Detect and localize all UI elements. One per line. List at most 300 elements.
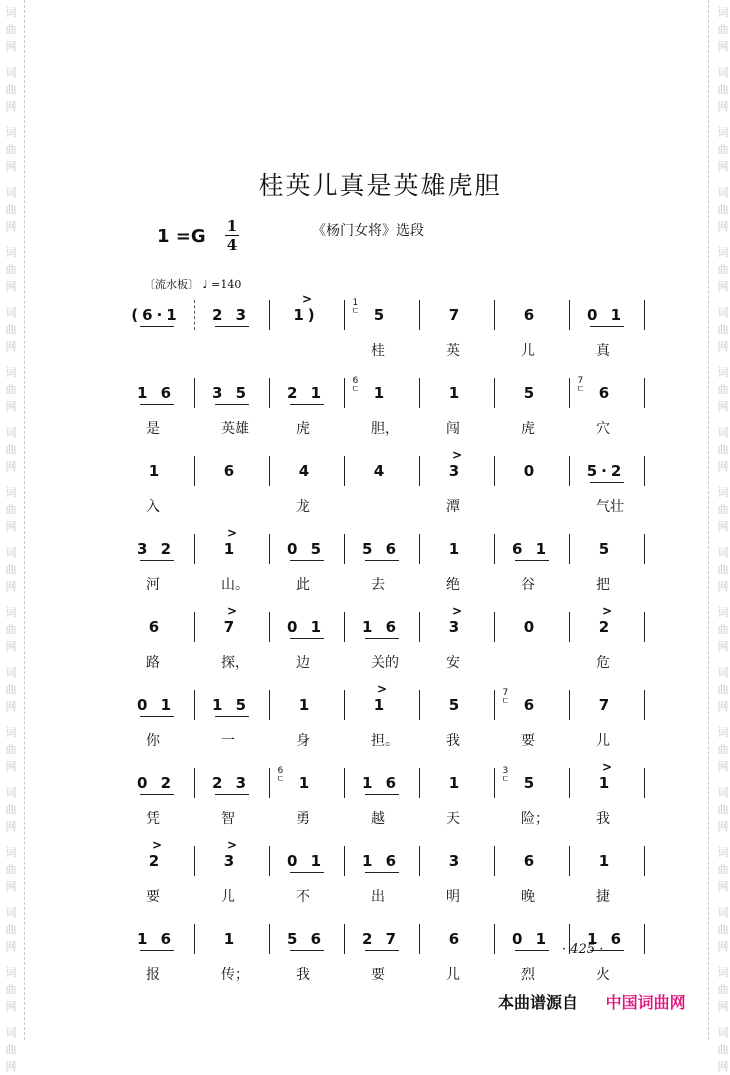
lyric: 关的 — [371, 655, 399, 671]
watermark-char: 曲 — [717, 503, 729, 516]
score-row — [120, 760, 640, 834]
lyric: 捷 — [596, 889, 610, 905]
watermark-group — [3, 844, 19, 895]
watermark-char: 网 — [5, 700, 17, 713]
measure-notes: 0 — [523, 462, 539, 480]
watermark-char: 曲 — [5, 323, 17, 336]
watermark-char: 曲 — [717, 23, 729, 36]
measure — [345, 374, 417, 437]
barline — [644, 924, 645, 954]
measure-notes: 6 1 — [511, 540, 551, 558]
watermark-char: 词 — [5, 486, 17, 499]
measure — [120, 374, 192, 437]
eighth-underline — [290, 404, 324, 405]
measure — [345, 682, 417, 749]
watermark-char: 网 — [717, 340, 729, 353]
measure — [345, 764, 417, 827]
measure-notes: 5 — [373, 306, 389, 324]
grace-note-value: 7 — [502, 688, 509, 698]
lyric: 绝 — [446, 577, 460, 593]
lyric: 穴 — [596, 421, 610, 437]
watermark-char: 曲 — [717, 623, 729, 636]
grace-note-value: 7 — [577, 376, 584, 386]
lyric: 火 — [596, 967, 610, 983]
lyric: 要 — [371, 967, 385, 983]
lyric: 报 — [146, 967, 160, 983]
watermark-char: 网 — [5, 100, 17, 113]
measure — [270, 764, 342, 827]
measure — [570, 530, 642, 593]
measure-notes: 6 — [598, 384, 614, 402]
watermark-char: 网 — [5, 220, 17, 233]
lyric: 路 — [146, 655, 160, 671]
lyric: 儿 — [596, 733, 610, 749]
watermark-char: 词 — [717, 966, 729, 979]
watermark-char: 网 — [717, 460, 729, 473]
lyric: 桂 — [371, 343, 385, 359]
measure-notes: 0 1 — [286, 618, 326, 636]
watermark-group — [715, 664, 730, 715]
measure-notes: 6 — [523, 306, 539, 324]
lyric: 英 — [446, 343, 460, 359]
watermark-char: 词 — [717, 906, 729, 919]
eighth-underline — [290, 872, 324, 873]
lyric: 潭 — [446, 499, 460, 515]
watermark-char: 词 — [717, 6, 729, 19]
measure-notes: 1 — [373, 696, 389, 714]
measure — [570, 452, 642, 515]
eighth-underline — [140, 950, 174, 951]
lyric: 担。 — [371, 733, 399, 749]
eighth-underline — [590, 326, 624, 327]
watermark-char: 网 — [5, 640, 17, 653]
measure-notes: 7 — [223, 618, 239, 636]
grace-note: 7 ㄷ — [501, 688, 510, 707]
measure — [570, 604, 642, 671]
grace-note-value: 3 — [502, 766, 509, 776]
barline — [644, 300, 645, 330]
watermark-char: 网 — [5, 40, 17, 53]
measure — [420, 686, 492, 749]
watermark-group — [3, 544, 19, 595]
watermark-char: 网 — [5, 1060, 17, 1073]
watermark-group — [3, 964, 19, 1015]
watermark-char: 词 — [5, 306, 17, 319]
time-signature-denominator: 4 — [226, 236, 238, 254]
key-signature: 1 =G — [157, 226, 206, 247]
watermark-char: 网 — [5, 400, 17, 413]
accent-mark-icon: > — [227, 526, 238, 540]
measure-notes: 2 3 — [211, 306, 251, 324]
score-row — [120, 604, 640, 678]
lyric: 安 — [446, 655, 460, 671]
measure-notes: 2 — [598, 618, 614, 636]
watermark-char: 网 — [717, 100, 729, 113]
watermark-group — [715, 4, 730, 55]
eighth-underline — [290, 950, 324, 951]
measure — [345, 608, 417, 671]
watermark-char: 词 — [5, 906, 17, 919]
watermark-group — [715, 64, 730, 115]
lyric: 凭 — [146, 811, 160, 827]
watermark-char: 曲 — [717, 683, 729, 696]
measure — [345, 452, 417, 496]
measure-notes: 2 1 — [286, 384, 326, 402]
watermark-char: 词 — [5, 606, 17, 619]
measure-notes: 2 — [148, 852, 164, 870]
watermark-char: 网 — [717, 880, 729, 893]
lyric: 勇 — [296, 811, 310, 827]
measure-notes: 1 — [223, 930, 239, 948]
measure — [120, 686, 192, 749]
measure-notes: 1 6 — [586, 930, 626, 948]
measure — [345, 296, 417, 359]
watermark-char: 网 — [5, 1000, 17, 1013]
lyric: 你 — [146, 733, 160, 749]
measure-notes: 1 — [448, 540, 464, 558]
accent-mark-icon: > — [377, 682, 388, 696]
watermark-group — [715, 724, 730, 775]
lyric: 是 — [146, 421, 160, 437]
watermark-char: 网 — [5, 340, 17, 353]
watermark-char: 曲 — [717, 983, 729, 996]
watermark-group — [3, 364, 19, 415]
measure — [120, 920, 192, 983]
lyric: 不 — [296, 889, 310, 905]
measure-notes: 5 — [448, 696, 464, 714]
measure-notes: 2 3 — [211, 774, 251, 792]
watermark-char: 曲 — [717, 83, 729, 96]
time-signature — [225, 218, 239, 253]
watermark-char: 词 — [5, 6, 17, 19]
watermark-group — [715, 604, 730, 655]
source-brand-link[interactable]: 中国词曲网 — [605, 993, 686, 1012]
lyric: 此 — [296, 577, 310, 593]
measure — [195, 686, 267, 749]
watermark-char: 词 — [717, 66, 729, 79]
lyric: 胆， — [371, 421, 399, 437]
watermark-char: 词 — [5, 1026, 17, 1039]
watermark-char: 网 — [5, 160, 17, 173]
measure — [420, 920, 492, 983]
watermark-char: 网 — [717, 640, 729, 653]
measure — [495, 608, 567, 652]
measure-notes: 5 — [598, 540, 614, 558]
watermark-char: 网 — [5, 580, 17, 593]
measure-notes: 5 6 — [286, 930, 326, 948]
eighth-underline — [365, 794, 399, 795]
eighth-underline — [215, 326, 249, 327]
measure-notes: 5 — [523, 384, 539, 402]
measure — [270, 292, 342, 340]
watermark-char: 曲 — [5, 1043, 17, 1056]
eighth-underline — [140, 560, 174, 561]
measure — [270, 452, 342, 515]
watermark-char: 曲 — [717, 923, 729, 936]
source-credit — [498, 990, 686, 1013]
lyric: 传； — [221, 967, 249, 983]
measure — [270, 608, 342, 671]
lyric: 去 — [371, 577, 385, 593]
measure-notes: 7 — [448, 306, 464, 324]
measure — [495, 374, 567, 437]
measure — [270, 374, 342, 437]
lyric: 儿 — [521, 343, 535, 359]
eighth-underline — [290, 638, 324, 639]
accent-mark-icon: > — [452, 604, 463, 618]
score-row — [120, 838, 640, 912]
lyric: 虎 — [296, 421, 310, 437]
measure-notes: 1 — [148, 462, 164, 480]
watermark-char: 网 — [5, 520, 17, 533]
watermark-char: 网 — [717, 1000, 729, 1013]
watermark-char: 词 — [717, 246, 729, 259]
watermark-group — [3, 1024, 19, 1075]
watermark-char: 词 — [5, 186, 17, 199]
lyric: 我 — [596, 811, 610, 827]
watermark-char: 网 — [717, 400, 729, 413]
watermark-char: 曲 — [5, 863, 17, 876]
grace-note: 1 ㄷ — [351, 298, 360, 317]
watermark-group — [3, 604, 19, 655]
barline — [644, 846, 645, 876]
measure-notes: 1 — [598, 774, 614, 792]
accent-mark-icon: > — [227, 604, 238, 618]
tempo-marking: 〔流水板〕 ♩ =140 — [144, 278, 242, 291]
measure — [420, 604, 492, 671]
watermark-char: 词 — [717, 726, 729, 739]
measure-notes: 1 6 — [136, 384, 176, 402]
watermark-char: 网 — [717, 820, 729, 833]
measure — [270, 920, 342, 983]
measure — [420, 296, 492, 359]
measure-notes: 1 — [598, 852, 614, 870]
watermark-group — [715, 424, 730, 475]
watermark-char: 网 — [5, 880, 17, 893]
accent-mark-icon: > — [227, 838, 238, 852]
accent-mark-icon: > — [152, 838, 163, 852]
measure-notes: 6 — [523, 852, 539, 870]
lyric: 我 — [296, 967, 310, 983]
watermark-char: 词 — [717, 846, 729, 859]
grace-note-value: 6 — [277, 766, 284, 776]
measure — [495, 530, 567, 593]
watermark-char: 曲 — [5, 983, 17, 996]
watermark-char: 网 — [5, 460, 17, 473]
grace-note: 3 ㄷ — [501, 766, 510, 785]
watermark-char: 词 — [717, 666, 729, 679]
watermark-char: 曲 — [717, 443, 729, 456]
measure — [120, 530, 192, 593]
measure — [120, 296, 192, 340]
barline — [644, 612, 645, 642]
lyric: 天 — [446, 811, 460, 827]
watermark-char: 网 — [717, 760, 729, 773]
measure — [120, 838, 192, 905]
barline — [644, 456, 645, 486]
watermark-char: 网 — [5, 940, 17, 953]
measure-notes: 1 6 — [361, 774, 401, 792]
accent-mark-icon: > — [302, 292, 313, 306]
measure-notes: 6 — [223, 462, 239, 480]
measure — [345, 530, 417, 593]
watermark-char: 网 — [717, 940, 729, 953]
measure — [195, 296, 267, 340]
eighth-underline — [140, 404, 174, 405]
measure-notes: 7 — [598, 696, 614, 714]
lyric: 要 — [521, 733, 535, 749]
eighth-underline — [140, 716, 174, 717]
watermark-group — [3, 664, 19, 715]
lyric: 探， — [221, 655, 249, 671]
eighth-underline — [290, 560, 324, 561]
measure — [270, 530, 342, 593]
measure-notes: 0 1 — [136, 696, 176, 714]
measure-notes: 1 5 — [211, 696, 251, 714]
score-row — [120, 448, 640, 522]
watermark-char: 曲 — [717, 263, 729, 276]
lyric: 身 — [296, 733, 310, 749]
lyric: 明 — [446, 889, 460, 905]
lyric: 要 — [146, 889, 160, 905]
measure — [345, 842, 417, 905]
lyric: 险； — [521, 811, 549, 827]
watermark-char: 曲 — [5, 503, 17, 516]
watermark-char: 曲 — [5, 143, 17, 156]
watermark-char: 词 — [717, 606, 729, 619]
measure-notes: 0 — [523, 618, 539, 636]
eighth-underline — [365, 950, 399, 951]
measure — [570, 686, 642, 749]
watermark-char: 词 — [5, 246, 17, 259]
watermark-char: 曲 — [5, 923, 17, 936]
measure — [195, 920, 267, 983]
watermark-group — [715, 844, 730, 895]
watermark-char: 曲 — [717, 863, 729, 876]
lyric: 烈 — [521, 967, 535, 983]
measure — [420, 842, 492, 905]
watermark-group — [3, 724, 19, 775]
watermark-char: 词 — [717, 486, 729, 499]
measure — [495, 920, 567, 983]
eighth-underline — [215, 794, 249, 795]
score-row — [120, 374, 640, 444]
measure-notes: 2 7 — [361, 930, 401, 948]
eighth-underline — [215, 716, 249, 717]
score-row — [120, 526, 640, 600]
watermark-char: 词 — [5, 426, 17, 439]
measure-notes: 1 — [223, 540, 239, 558]
watermark-column-left — [0, 0, 25, 1073]
watermark-char: 曲 — [717, 743, 729, 756]
eighth-underline — [365, 560, 399, 561]
lyric: 河 — [146, 577, 160, 593]
watermark-char: 词 — [5, 966, 17, 979]
measure-notes: 1 — [448, 774, 464, 792]
eighth-underline — [365, 872, 399, 873]
score — [120, 292, 640, 998]
measure — [495, 842, 567, 905]
watermark-char: 网 — [717, 40, 729, 53]
watermark-char: 曲 — [717, 383, 729, 396]
lyric: 虎 — [521, 421, 535, 437]
lyric: 越 — [371, 811, 385, 827]
measure — [420, 374, 492, 437]
measure-notes: 1) — [293, 306, 319, 324]
measure-notes: 5 — [523, 774, 539, 792]
watermark-group — [715, 304, 730, 355]
lyric: 山。 — [221, 577, 249, 593]
measure-notes: 3 — [448, 852, 464, 870]
watermark-char: 网 — [717, 580, 729, 593]
watermark-char: 曲 — [5, 683, 17, 696]
lyric: 闯 — [446, 421, 460, 437]
measure-notes: 1 6 — [361, 618, 401, 636]
watermark-char: 网 — [717, 280, 729, 293]
measure — [495, 296, 567, 359]
score-row — [120, 682, 640, 756]
grace-note-value: 1 — [352, 298, 359, 308]
watermark-char: 网 — [717, 520, 729, 533]
lyric: 儿 — [221, 889, 235, 905]
watermark-char: 网 — [717, 220, 729, 233]
measure — [345, 920, 417, 983]
measure — [570, 842, 642, 905]
lyric: 我 — [446, 733, 460, 749]
watermark-char: 曲 — [717, 563, 729, 576]
measure-notes: 1 — [298, 696, 314, 714]
eighth-underline — [515, 560, 549, 561]
watermark-char: 曲 — [5, 23, 17, 36]
watermark-char: 词 — [717, 426, 729, 439]
measure-notes: 3 — [448, 462, 464, 480]
measure — [495, 452, 567, 496]
measure — [495, 764, 567, 827]
measure — [420, 764, 492, 827]
watermark-char: 曲 — [717, 143, 729, 156]
eighth-underline — [590, 482, 624, 483]
measure-notes: 1 — [448, 384, 464, 402]
barline — [644, 534, 645, 564]
measure — [195, 452, 267, 496]
measure-notes: 3 5 — [211, 384, 251, 402]
measure-notes: 0 5 — [286, 540, 326, 558]
measure-notes: 0 1 — [286, 852, 326, 870]
eighth-underline — [215, 404, 249, 405]
barline — [644, 690, 645, 720]
watermark-char: 词 — [717, 306, 729, 319]
measure-notes: 5 6 — [361, 540, 401, 558]
accent-mark-icon: > — [602, 604, 613, 618]
watermark-group — [715, 244, 730, 295]
measure — [120, 452, 192, 515]
lyric: 晚 — [521, 889, 535, 905]
page-number: · 425 · — [562, 942, 604, 957]
lyric: 气壮 — [596, 499, 624, 515]
measure-notes: 4 — [298, 462, 314, 480]
eighth-underline — [140, 326, 174, 327]
watermark-group — [3, 4, 19, 55]
watermark-char: 曲 — [5, 203, 17, 216]
watermark-char: 词 — [5, 126, 17, 139]
measure — [195, 764, 267, 827]
watermark-char: 词 — [717, 186, 729, 199]
watermark-group — [3, 424, 19, 475]
measure-notes: 0 1 — [511, 930, 551, 948]
lyric: 出 — [371, 889, 385, 905]
measure-notes: 0 1 — [586, 306, 626, 324]
time-signature-numerator: 1 — [226, 217, 238, 235]
